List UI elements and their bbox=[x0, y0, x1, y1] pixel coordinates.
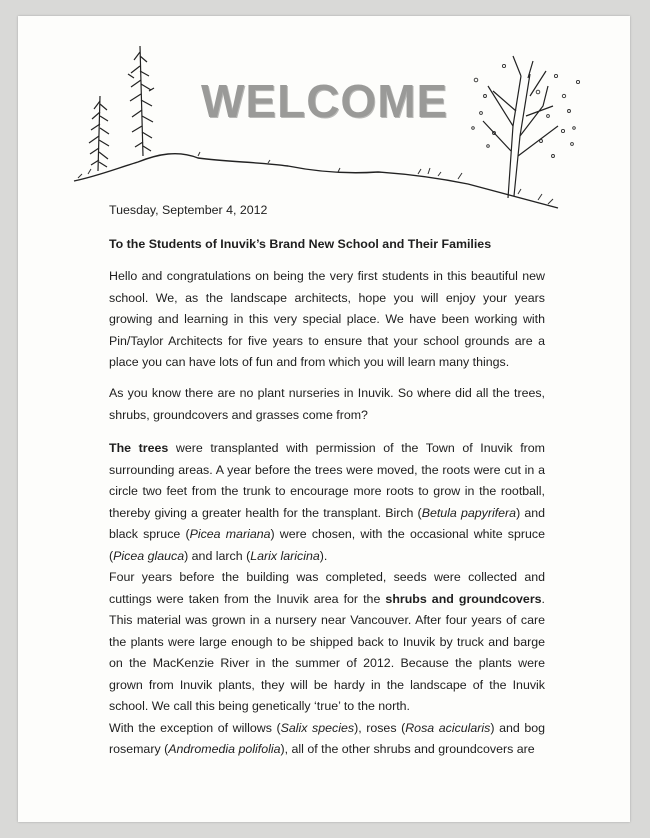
letter-page bbox=[18, 16, 630, 822]
shrubs-bold: shrubs and groundcovers bbox=[385, 591, 542, 606]
paragraph-exceptions: With the exception of willows (Salix species), roses (Rosa acicularis) and bog rosemary (Andromedia polifolia), all of the other shrubs and groundcovers are bbox=[109, 720, 546, 756]
trees-bold: The trees bbox=[109, 441, 169, 455]
paragraph-greeting: Hello and congratulations on being the very first students in this beautiful new school. We, as the landscape architects, hope you will enjoy your years growing and learning in this very special place. We have been working with Pin/Taylor Architects for five years to ensure that your school grounds are a place you can have lots of fun and from which you will learn many things. bbox=[109, 269, 545, 369]
letter-body-question bbox=[109, 383, 545, 426]
spruce-tree-tall-icon bbox=[128, 46, 154, 156]
paragraph-question: As you know there are no plant nurseries in Inuvik. So where did all the trees, shrubs, groundcovers and grasses come from? bbox=[109, 386, 545, 422]
letter-body bbox=[109, 266, 545, 374]
letter-body-plants bbox=[109, 438, 545, 761]
letter-date: Tuesday, September 4, 2012 bbox=[109, 203, 268, 217]
falling-leaves bbox=[472, 64, 580, 157]
paragraph-trees: The trees were transplanted with permission of the Town of Inuvik from surrounding areas. A year before the trees were moved, the roots were cut in a circle two feet from the trunk to encourage more roots to grow in the rootball, thereby giving a greater health for the transplant. Birch (Betula papyrifera) and black spruce (Picea mariana) were chosen, with the occasional white spruce (Picea glauca) and larch (Larix laricina). bbox=[109, 441, 546, 563]
welcome-title: WELCOME bbox=[201, 75, 449, 127]
birch-tree-icon bbox=[483, 56, 558, 198]
letter-heading: To the Students of Inuvik’s Brand New School and Their Families bbox=[109, 237, 492, 251]
paragraph-shrubs: Four years before the building was completed, seeds were collected and cuttings were taken from the Inuvik area for the shrubs and groundcovers. This material was grown in a nursery near Vancouver. After four years of care the plants were large enough to be shipped back to Inuvik by truck and barge on the MacKenzie River in the summer of 2012. Because the plants were grown from Inuvik plants, they will be hardy in the landscape of the Inuvik school. We call this being genetically ‘true’ to the north. bbox=[109, 570, 545, 713]
spruce-tree-small-icon bbox=[89, 96, 109, 171]
